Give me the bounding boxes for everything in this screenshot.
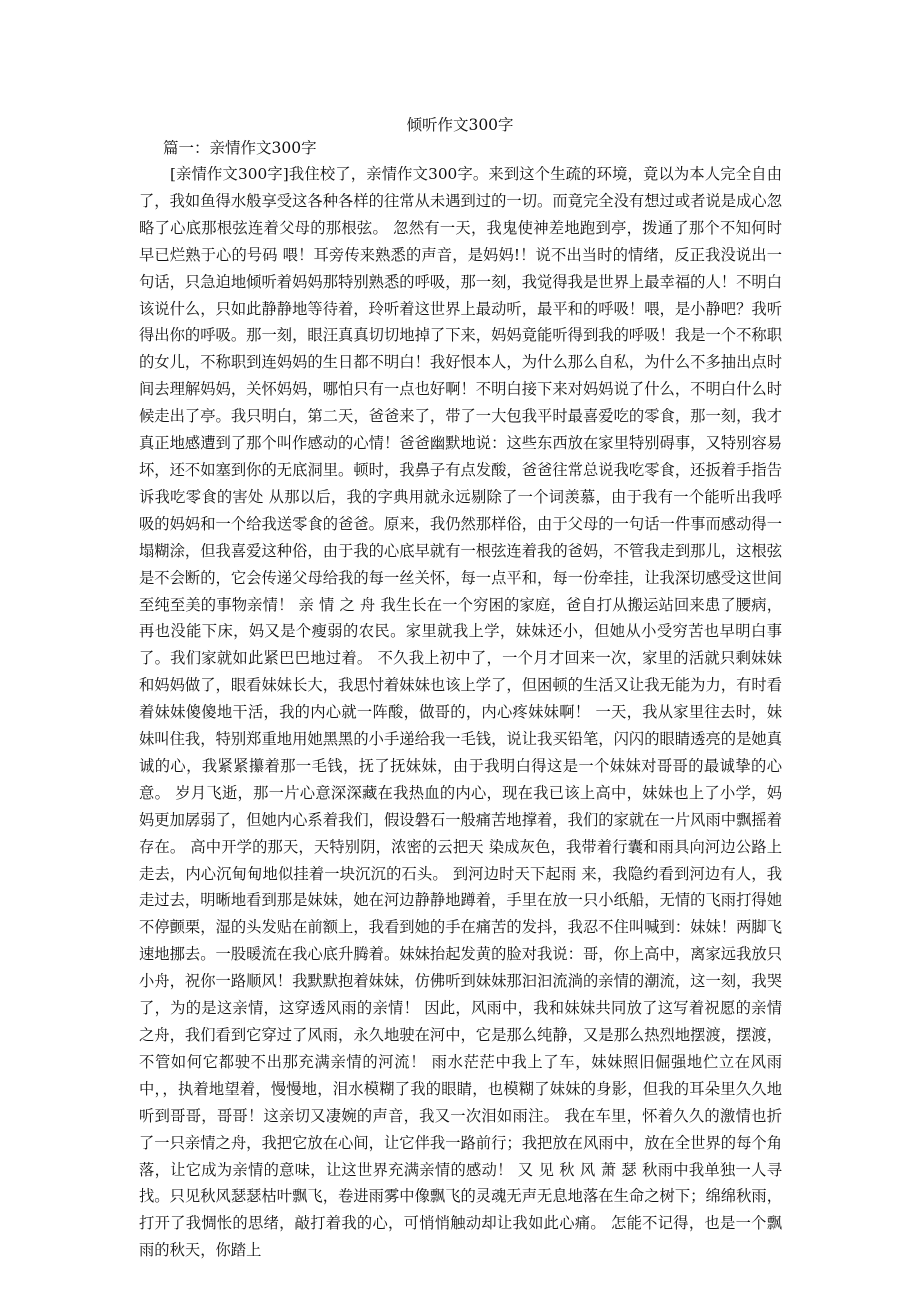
essay-body-text: [亲情作文300字]我住校了，亲情作文300字。来到这个生疏的环境，竟以为本人完全自由了，我如鱼得水般享受这各种各样的往常从未遇到过的一切。而竟完全没有想过或者说是成心忽略了心底那根弦连着父母的那根弦。 忽然有一天，我鬼使神差地跑到亭，拨通了那个不知何时早已烂熟于心的号码 喂！耳旁传来熟悉的声音，是妈妈!！说不出当时的情绪，反正我没说出一句话，只急迫地倾听着妈妈那特别熟悉的呼吸，那一刻，我觉得我是世界上最幸福的人！不明白该说什么，只如此静静地等待着，玲听着这世界上最动听，最平和的呼吸！喂，是小静吧？我听得出你的呼吸。那一刻，眼汪真真切切地掉了下来，妈妈竟能听得到我的呼吸！我是一个不称职的女儿，不称职到连妈妈的生日都不明白！我好恨本人，为什么那么自私，为什么不多抽出点时间去理解妈妈，关怀妈妈，哪怕只有一点也好啊！不明白接下来对妈妈说了什么，不明白什么时候走出了亭。我只明白，第二天，爸爸来了，带了一大包我平时最喜爱吃的零食，那一刻，我才真正地感遭到了那个叫作感动的心情！爸爸幽默地说：这些东西放在家里特别碍事，又特别容易坏，还不如塞到你的无底洞里。顿时，我鼻子有点发酸，爸爸往常总说我吃零食，还扳着手指告诉我吃零食的害处 从那以后，我的字典用就永远剔除了一个词羡慕，由于我有一个能听出我呼吸的妈妈和一个给我送零食的爸爸。原来，我仍然那样俗，由于父母的一句话一件事而感动得一塌糊涂，但我喜爱这种俗，由于我的心底早就有一根弦连着我的爸妈，不管我走到那儿，这根弦是不会断的，它会传递父母给我的每一丝关怀，每一点平和，每一份牵挂，让我深切感受这世间至纯至美的事物亲情！ 亲 情 之 舟 我生长在一个穷困的家庭，爸自打从搬运站回来患了腰病，再也没能下床，妈又是个瘦弱的农民。家里就我上学，妹妹还小，但她从小受穷苦也早明白事了。我们家就如此紧巴巴地过着。 不久我上初中了，一个月才回来一次，家里的活就只剩妹妹和妈妈做了，眼看妹妹长大，我思忖着妹妹也该上学了，但困顿的生活又让我无能为力，有时看着妹妹傻傻地干活，我的内心就一阵酸，做哥的，内心疼妹妹啊！ 一天，我从家里往去时，妹妹叫住我，特别郑重地用她黑黑的小手递给我一毛钱，说让我买铅笔，闪闪的眼睛透亮的是她真诚的心，我紧紧攥着那一毛钱，抚了抚妹妹，由于我明白得这是一个妹妹对哥哥的最诚挚的心意。 岁月飞逝，那一片心意深深藏在我热血的内心，现在我已该上高中，妹妹也上了小学，妈妈更加孱弱了，但她内心系着我们，假设磐石一般痛苦地撑着，我们的家就在一片风雨中飘摇着存在。 高中开学的那天，天特别阴，浓密的云把天 染成灰色，我带着行囊和雨具向河边公路上走去，内心沉甸甸地似挂着一块沉沉的石头。 到河边时天下起雨 来，我隐约看到河边有人，我走过去，明晰地看到那是妹妹，她在河边静静地蹲着，手里在放一只小纸船，无情的飞雨打得她不停颤栗，湿的头发贴在前额上，我看到她的手在痛苦的发抖，我忍不住叫喊到：妹妹！两脚飞速地挪去。一股暖流在我心底升腾着。妹妹抬起发黄的脸对我说：哥，你上高中，离家远我放只小舟，祝你一路顺风！我默默抱着妹妹，仿佛听到妹妹那汩汩流淌的亲情的潮流，这一刻，我哭了，为的是这亲情，这穿透风雨的亲情！ 因此，风雨中，我和妹妹共同放了这写着祝愿的亲情之舟，我们看到它穿过了风雨，永久地驶在河中，它是那么纯静，又是那么热烈地摆渡，摆渡，不管如何它都驶不出那充满亲情的河流！ 雨水茫茫中我上了车，妹妹照旧倔强地伫立在风雨中，，执着地望着，慢慢地，泪水模糊了我的眼睛，也模糊了妹妹的身影，但我的耳朵里久久地听到哥哥，哥哥！这亲切又凄婉的声音，我又一次泪如雨注。 我在车里，怀着久久的激情也折了一只亲情之舟，我把它放在心间，让它伴我一路前行；我把放在风雨中，放在全世界的每个角落，让它成为亲情的意味，让这世界充满亲情的感动！ 又 见 秋 风 萧 瑟 秋雨中我单独一人寻找。只见秋风瑟瑟枯叶飘飞，卷进雨雾中像飘飞的灵魂无声无息地落在生命之树下；绵绵秋雨，打开了我惆怅的思绪，敲打着我的心，可悄悄触动却让我如此心痛。 怎能不记得，也是一个飘雨的秋天，你踏上: [139, 165, 782, 1260]
document-title: 倾听作文300字: [406, 116, 514, 134]
section-heading: 篇一：亲情作文300字: [163, 139, 317, 157]
